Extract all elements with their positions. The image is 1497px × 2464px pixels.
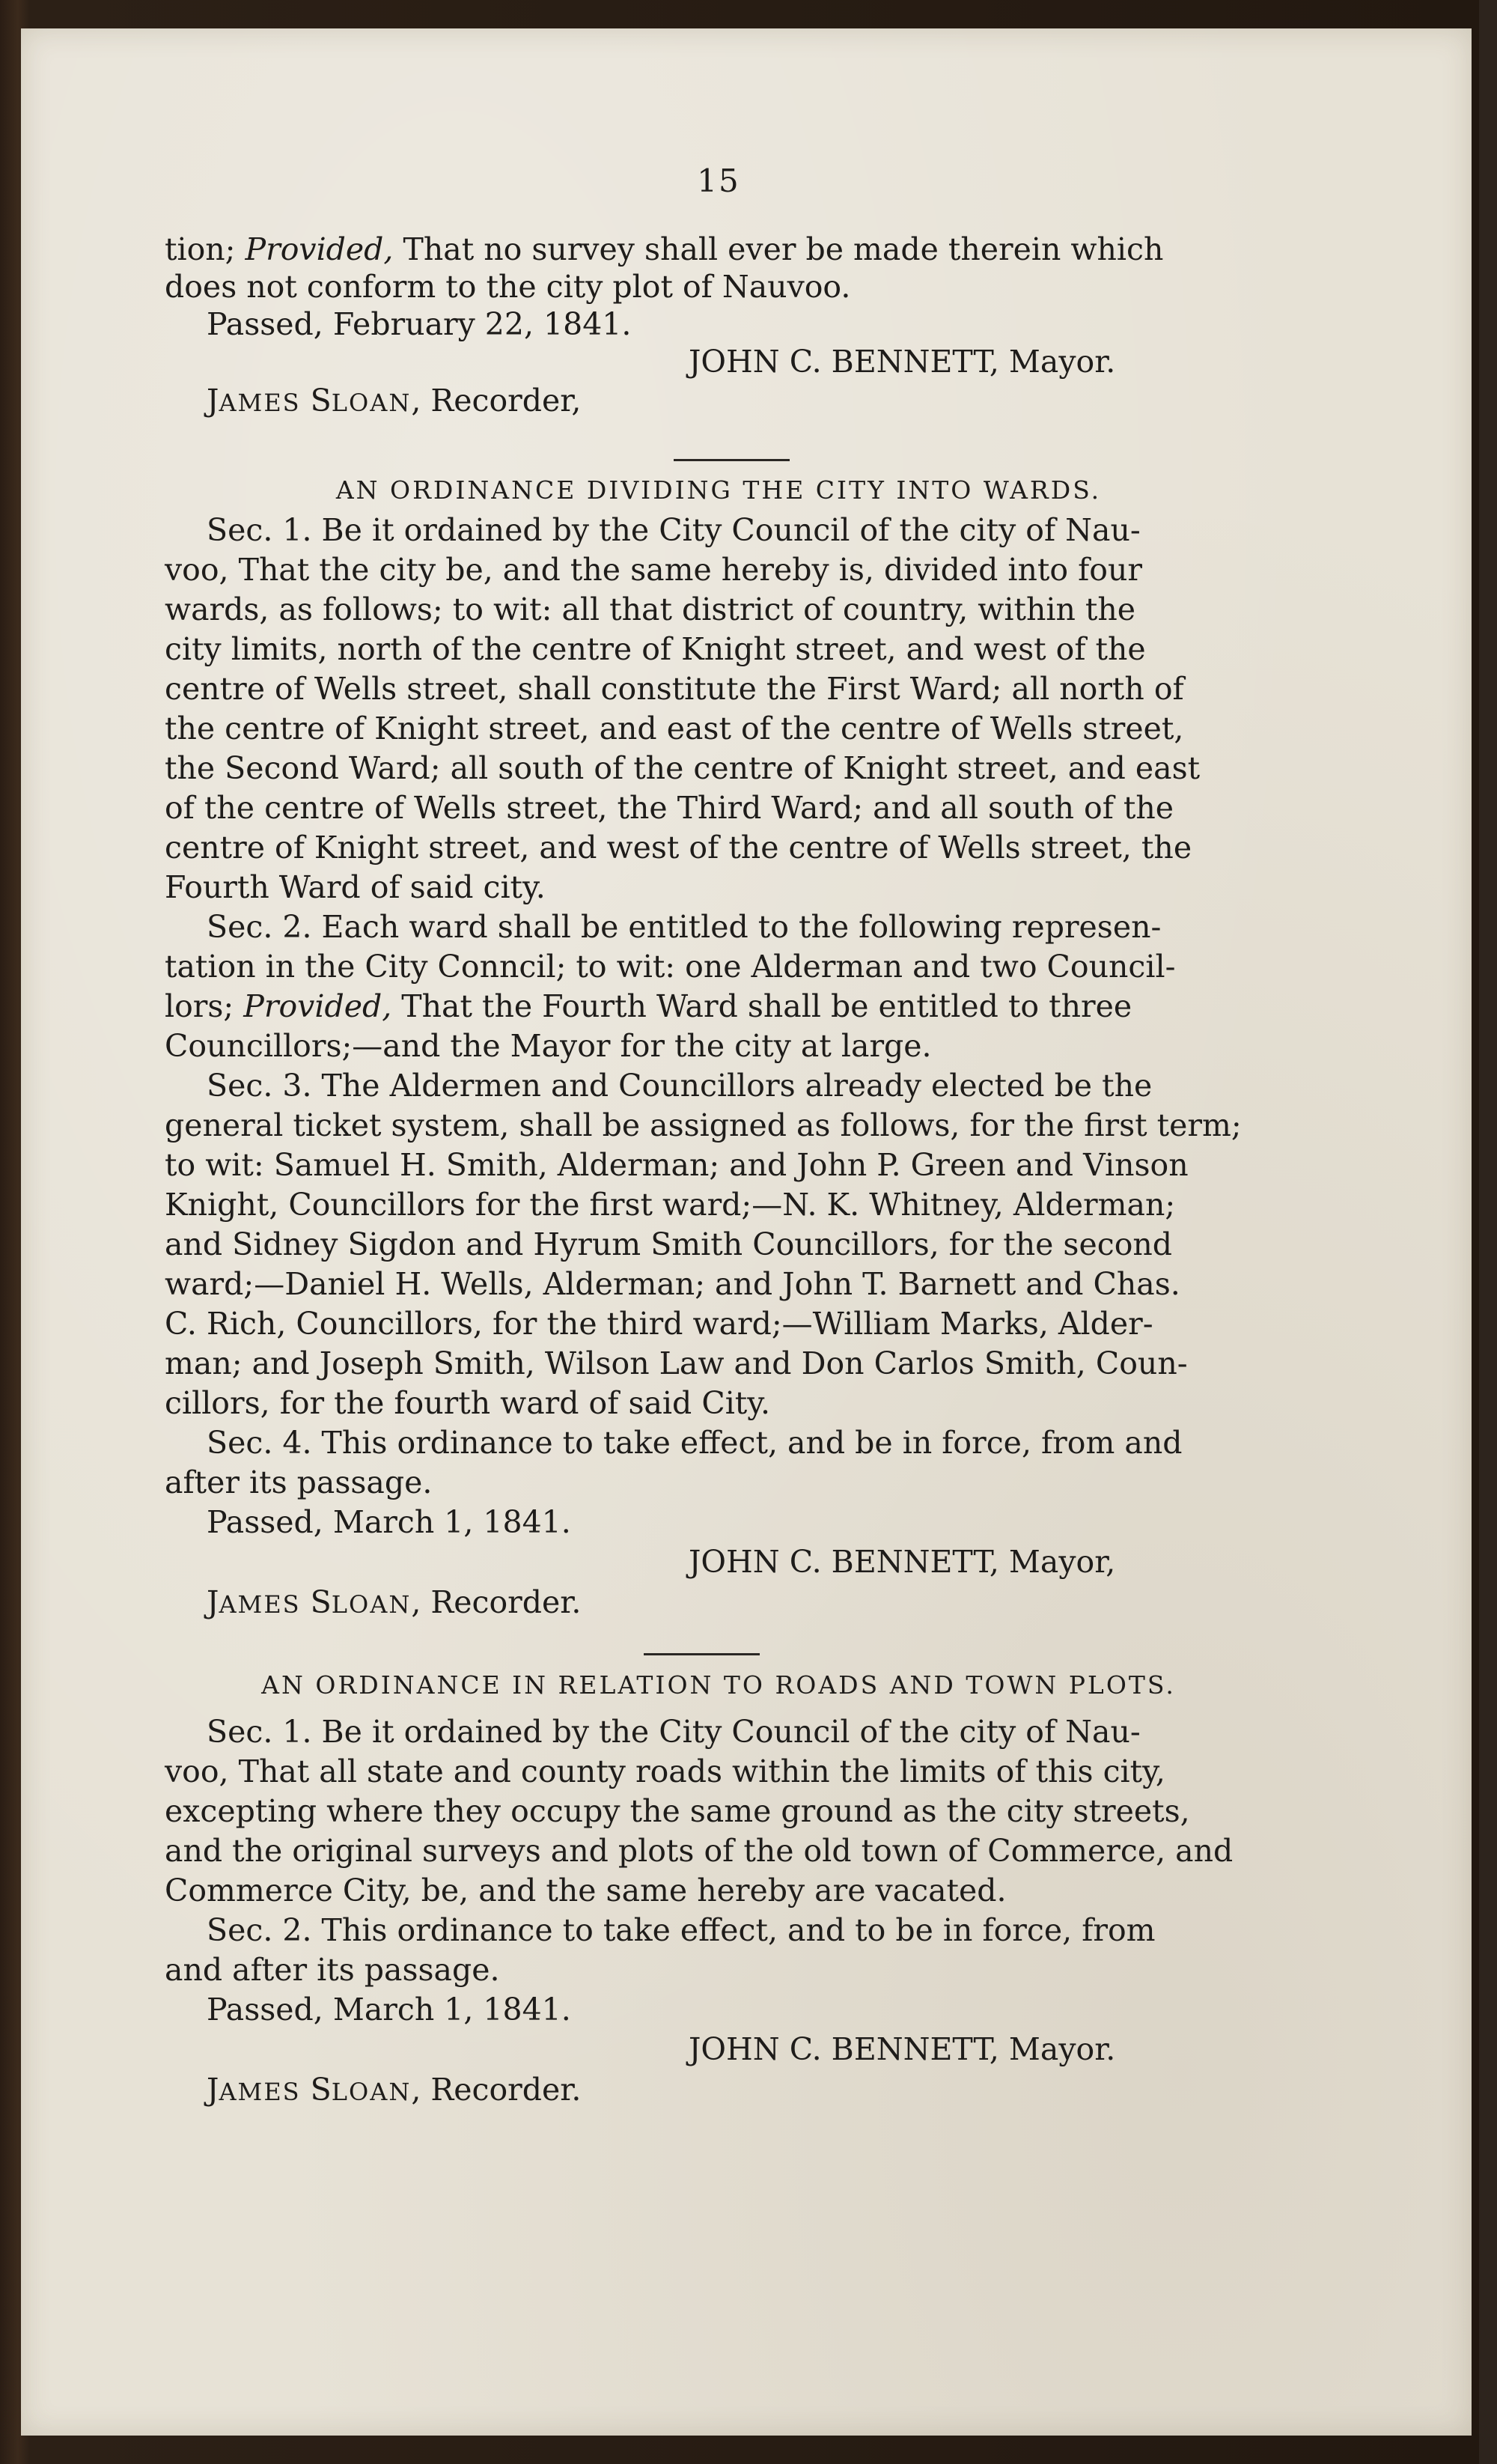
smallcaps-initial: S xyxy=(310,2072,332,2108)
text-line: Sec. 2. Each ward shall be entitled to the following represen- xyxy=(207,909,1162,945)
smallcaps-rest: AMES xyxy=(219,389,301,417)
text-line: cillors, for the fourth ward of said City. xyxy=(165,1385,771,1421)
text-line: excepting where they occupy the same ground as the city streets, xyxy=(165,1793,1190,1829)
text-line: and Sidney Sigdon and Hyrum Smith Councillors, for the second xyxy=(165,1226,1173,1262)
recorder-signature-2 xyxy=(165,1584,1314,1623)
text-span: , Recorder, xyxy=(411,383,582,419)
passed-date-3: Passed, March 1, 1841. xyxy=(207,1992,571,2028)
smallcaps-initial: S xyxy=(310,383,332,419)
text-line: centre of Knight street, and west of the centre of Wells street, the xyxy=(165,830,1192,866)
text-line: ward;—Daniel H. Wells, Alderman; and John T. Barnett and Chas. xyxy=(165,1266,1180,1302)
smallcaps-initial: J xyxy=(207,2072,219,2108)
text-line: C. Rich, Councillors, for the third ward;—William Marks, Alder- xyxy=(165,1306,1153,1342)
document-page xyxy=(21,28,1472,2436)
smallcaps-rest: AMES xyxy=(219,1590,301,1619)
text-line: city limits, north of the centre of Knight street, and west of the xyxy=(165,631,1146,667)
text-line: Sec. 4. This ordinance to take effect, and be in force, from and xyxy=(207,1425,1183,1461)
book-spine-edge xyxy=(1479,0,1497,2464)
text-line: tation in the City Conncil; to wit: one Alderman and two Council- xyxy=(165,949,1176,985)
text-line: and the original surveys and plots of the old town of Commerce, and xyxy=(165,1833,1234,1869)
smallcaps-initial: S xyxy=(310,1584,332,1620)
text-line: Sec. 2. This ordinance to take effect, and to be in force, from xyxy=(207,1912,1156,1948)
smallcaps-rest: LOAN xyxy=(331,1590,412,1619)
smallcaps-initial: J xyxy=(207,383,219,419)
text-line: and after its passage. xyxy=(165,1952,500,1988)
smallcaps-rest: LOAN xyxy=(331,2078,412,2106)
passed-date-2: Passed, March 1, 1841. xyxy=(207,1504,571,1540)
ordinance-heading-roads: AN ORDINANCE IN RELATION TO ROADS AND TOWN PLOTS. xyxy=(261,1670,1176,1700)
italic-provided: Provided, xyxy=(245,231,394,267)
text-line: the centre of Knight street, and east of the centre of Wells street, xyxy=(165,711,1184,746)
text-line: the Second Ward; all south of the centre of Knight street, and east xyxy=(165,750,1201,786)
text-span: That the Fourth Ward shall be entitled to three xyxy=(391,988,1132,1024)
italic-provided: Provided, xyxy=(243,988,392,1024)
text-line: to wit: Samuel H. Smith, Alderman; and John P. Green and Vinson xyxy=(165,1147,1189,1183)
text-line: voo, That all state and county roads within the limits of this city, xyxy=(165,1753,1165,1789)
text-line: does not conform to the city plot of Nauvoo. xyxy=(165,269,851,305)
text-line: wards, as follows; to wit: all that district of country, within the xyxy=(165,591,1136,627)
page-number: 15 xyxy=(697,162,740,199)
text-line: centre of Wells street, shall constitute the First Ward; all north of xyxy=(165,671,1184,707)
mayor-signature-3: JOHN C. BENNETT, Mayor. xyxy=(689,2031,1116,2067)
passed-date-1: Passed, February 22, 1841. xyxy=(207,306,632,342)
smallcaps-rest: LOAN xyxy=(331,389,412,417)
mayor-signature-2: JOHN C. BENNETT, Mayor, xyxy=(689,1544,1116,1580)
text-line: Sec. 3. The Aldermen and Councillors already elected be the xyxy=(207,1068,1153,1104)
text-span: lors; xyxy=(165,988,244,1024)
smallcaps-rest: AMES xyxy=(219,2078,301,2106)
section-divider xyxy=(644,1653,760,1655)
text-line xyxy=(165,231,1272,268)
text-line: Knight, Councillors for the first ward;—N. K. Whitney, Alderman; xyxy=(165,1187,1176,1223)
text-line: man; and Joseph Smith, Wilson Law and Don Carlos Smith, Coun- xyxy=(165,1345,1188,1381)
text-span: tion; xyxy=(165,231,246,267)
text-span: That no survey shall ever be made therein which xyxy=(393,231,1164,267)
text-line: Councillors;—and the Mayor for the city at large. xyxy=(165,1028,932,1064)
text-line xyxy=(165,988,1272,1025)
mayor-signature-1: JOHN C. BENNETT, Mayor. xyxy=(689,344,1116,380)
text-span: , Recorder. xyxy=(411,1584,582,1620)
smallcaps-initial: J xyxy=(207,1584,219,1620)
ordinance-heading-wards: AN ORDINANCE DIVIDING THE CITY INTO WARDS. xyxy=(335,475,1102,505)
recorder-signature-1 xyxy=(165,382,1314,422)
text-line: of the centre of Wells street, the Third Ward; and all south of the xyxy=(165,790,1174,826)
recorder-signature-3 xyxy=(165,2071,1314,2111)
text-line: Fourth Ward of said city. xyxy=(165,869,546,905)
text-line: Sec. 1. Be it ordained by the City Council of the city of Nau- xyxy=(207,512,1141,548)
text-line: voo, That the city be, and the same hereby is, divided into four xyxy=(165,552,1142,588)
text-span: , Recorder. xyxy=(411,2072,582,2108)
text-line: Sec. 1. Be it ordained by the City Council of the city of Nau- xyxy=(207,1714,1141,1750)
text-line: after its passage. xyxy=(165,1464,433,1500)
section-divider xyxy=(674,459,790,461)
text-line: general ticket system, shall be assigned as follows, for the first term; xyxy=(165,1107,1242,1143)
text-line: Commerce City, be, and the same hereby are vacated. xyxy=(165,1873,1007,1908)
